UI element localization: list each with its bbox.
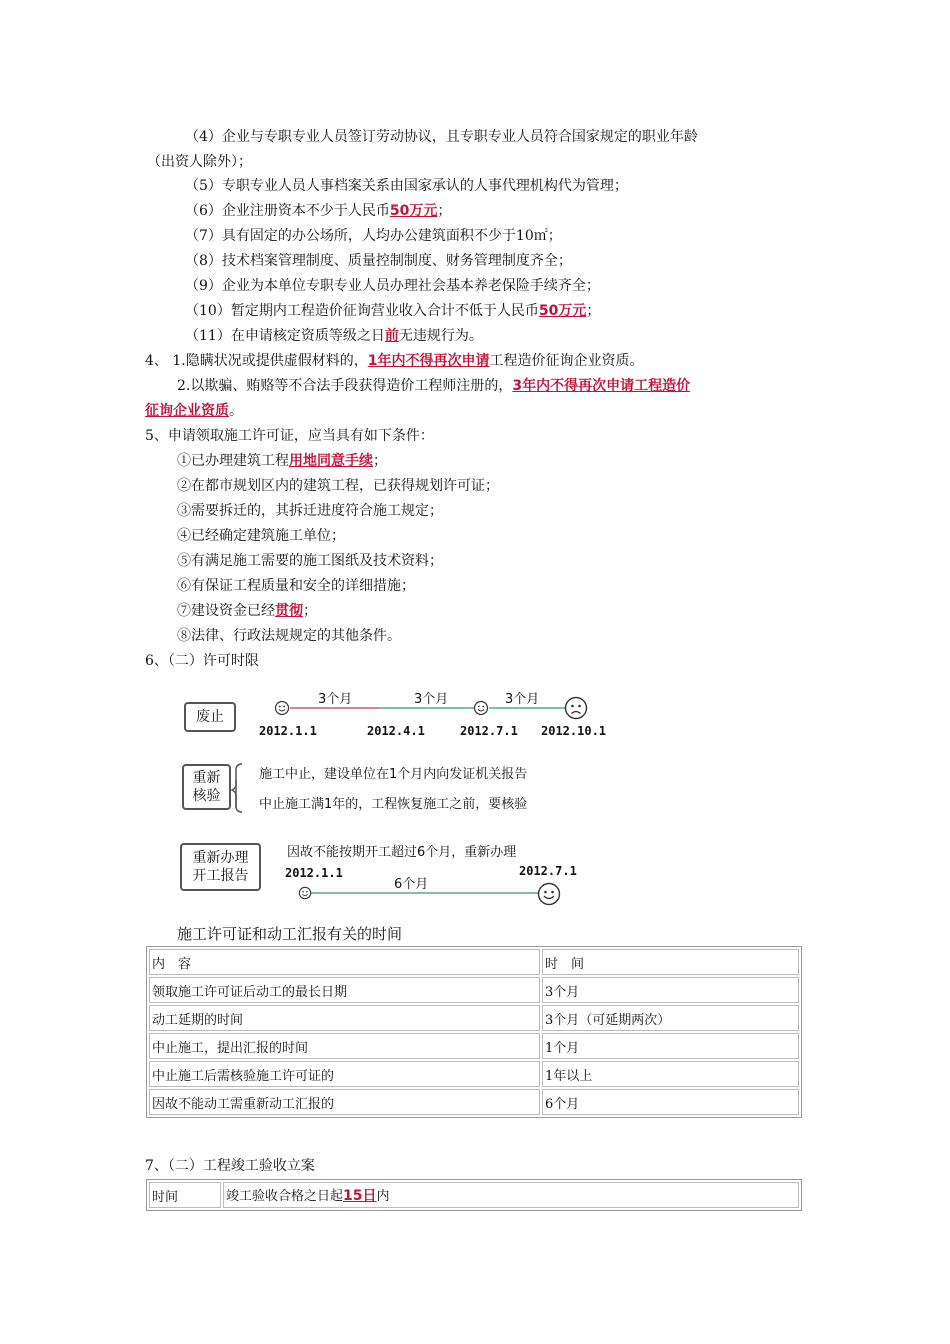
table-header-row: [149, 949, 799, 975]
table-row: [149, 1089, 799, 1115]
reapply-interval: 6个月: [394, 877, 429, 892]
completion-value: 竣工验收合格之日起15日内: [223, 1182, 799, 1208]
row-time: 1年以上: [542, 1061, 799, 1087]
table-row: [149, 1005, 799, 1031]
table-row: [149, 977, 799, 1003]
item5-cond-8: ⑧法律、行政法规规定的其他条件。: [177, 628, 401, 644]
date-label-3: 2012.7.1: [460, 724, 518, 738]
row-content: 动工延期的时间: [149, 1005, 540, 1031]
date-label-2: 2012.4.1: [367, 724, 425, 738]
item4-line3: 征询企业资质。: [145, 403, 243, 419]
req-item-6: （6）企业注册资本不少于人民币50万元；: [185, 203, 452, 219]
feizhi-box: 废止: [184, 702, 236, 732]
req-item-5: （5）专职专业人员人事档案关系由国家承认的人事代理机构代为管理；: [185, 178, 628, 194]
permit-time-table: [146, 946, 802, 1118]
row-content: 因故不能动工需重新动工汇报的: [149, 1089, 540, 1115]
item5-cond-7: ⑦建设资金已经贯彻；: [177, 603, 317, 619]
item5-cond-2: ②在都市规划区内的建筑工程，已获得规划许可证；: [177, 478, 499, 494]
row-time: 3个月: [542, 977, 799, 1003]
row-time: 3个月（可延期两次）: [542, 1005, 799, 1031]
row-content: 中止施工，提出汇报的时间: [149, 1033, 540, 1059]
req-item-7: （7）具有固定的办公场所，人均办公建筑面积不少于10㎡；: [185, 228, 562, 244]
smiley-face-icon: [473, 700, 489, 716]
item5-title: 5、申请领取施工许可证，应当具有如下条件：: [145, 428, 434, 444]
item5-cond-1: ①已办理建筑工程用地同意手续；: [177, 453, 387, 469]
interval-label-1: 3个月: [318, 692, 353, 707]
sad-face-icon: [564, 696, 588, 720]
item6-title: 6、（二）许可时限: [145, 653, 259, 669]
completion-table: [146, 1179, 802, 1211]
table-row: [149, 1033, 799, 1059]
date-label-1: 2012.1.1: [259, 724, 317, 738]
table1-caption: 施工许可证和动工汇报有关的时间: [177, 925, 403, 943]
date-label-4: 2012.10.1: [541, 724, 607, 738]
item4-line1: 4、 1.隐瞒状况或提供虚假材料的，1年内不得再次申请工程造价征询企业资质。: [145, 353, 644, 369]
reapply-date-2: 2012.7.1: [519, 864, 577, 878]
row-content: 领取施工许可证后动工的最长日期: [149, 977, 540, 1003]
smiley-face-icon: [537, 882, 561, 906]
check-text-2: 中止施工满1年的，工程恢复施工之前，要核验: [259, 797, 528, 812]
header-content: 内 容: [149, 949, 540, 975]
item5-cond-5: ⑤有满足施工需要的施工图纸及技术资料；: [177, 553, 443, 569]
req-item-11: （11）在申请核定资质等级之日前无违规行为。: [185, 328, 483, 344]
req-item-9: （9）企业为本单位专职专业人员办理社会基本养老保险手续齐全；: [185, 278, 600, 294]
reapply-text: 因故不能按期开工超过6个月，重新办理: [287, 845, 517, 860]
row-time: 6个月: [542, 1089, 799, 1115]
completion-key: 时间: [149, 1182, 221, 1208]
item5-cond-3: ③需要拆迁的，其拆迁进度符合施工规定；: [177, 503, 443, 519]
item7-title: 7、（二）工程竣工验收立案: [145, 1158, 315, 1174]
req-item-10: （10）暂定期内工程造价征询营业收入合计不低于人民币50万元；: [185, 303, 601, 319]
row-time: 1个月: [542, 1033, 799, 1059]
item5-cond-6: ⑥有保证工程质量和安全的详细措施；: [177, 578, 415, 594]
item4-line2: 2.以欺骗、贿赂等不合法手段获得造价工程师注册的，3年内不得再次申请工程造价: [177, 378, 691, 394]
req-item-4: （4）企业与专职专业人员签订劳动协议，且专职专业人员符合国家规定的职业年龄: [185, 129, 698, 145]
row-content: 中止施工后需核验施工许可证的: [149, 1061, 540, 1087]
smiley-face-icon: [298, 886, 312, 900]
reapply-box: 重新办理 开工报告: [180, 843, 261, 891]
interval-label-2: 3个月: [414, 692, 449, 707]
reapply-date-1: 2012.1.1: [285, 866, 343, 880]
header-time: 时 间: [542, 949, 799, 975]
check-text-1: 施工中止，建设单位在1个月内向发证机关报告: [259, 767, 528, 782]
interval-label-3: 3个月: [505, 692, 540, 707]
item5-cond-4: ④已经确定建筑施工单位；: [177, 528, 345, 544]
smiley-face-icon: [274, 700, 290, 716]
chongxin-box: 重新 核验: [182, 764, 231, 810]
req-item-8: （8）技术档案管理制度、质量控制制度、财务管理制度齐全；: [185, 253, 572, 269]
table-row: [149, 1061, 799, 1087]
table-row: [149, 1182, 799, 1208]
req-item-4-cont: （出资人除外）；: [147, 154, 252, 170]
